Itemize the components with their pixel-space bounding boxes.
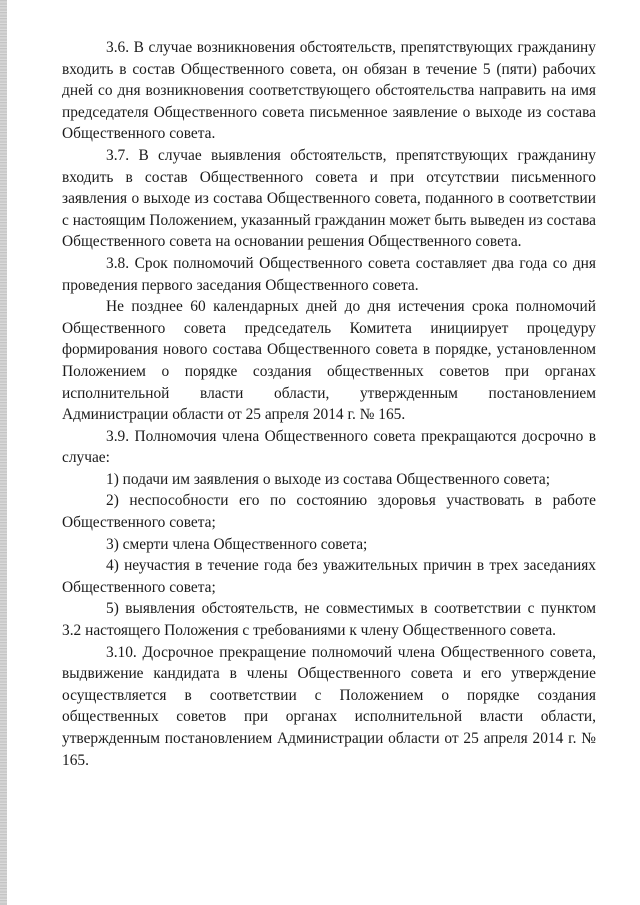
list-item-2: 2) неспособности его по состоянию здоровья участвовать в работе Общественного совета; bbox=[62, 492, 596, 532]
paragraph-3-9: 3.9. Полномочия члена Общественного совета прекращаются досрочно в случае: bbox=[62, 427, 596, 467]
list-item-5: 5) выявления обстоятельств, не совместимых в соответствии с пунктом 3.2 настоящего Положения с требованиями к члену Общественного совета. bbox=[62, 600, 596, 640]
paragraph-3-8: 3.8. Срок полномочий Общественного совета составляет два года со дня проведения первого заседания Общественного совета. bbox=[62, 254, 596, 294]
list-item-4: 4) неучастия в течение года без уважительных причин в трех заседаниях Общественного совета; bbox=[62, 557, 596, 596]
paragraph-3-7: 3.7. В случае выявления обстоятельств, препятствующих гражданину входить в состав Общественного совета и при отсутствии письменного заявления о выходе из состава Общественного совета, поданного в соответствии с настоящим Положением, указанный гражданин может быть выведен из состава Общественного совета на основании решения Общественного совета. bbox=[62, 146, 596, 251]
document-page bbox=[62, 37, 596, 771]
list-item-3: 3) смерти члена Общественного совета; bbox=[106, 535, 368, 553]
scan-edge bbox=[0, 0, 7, 905]
paragraph-3-10: 3.10. Досрочное прекращение полномочий члена Общественного совета, выдвижение кандидата в члены Общественного совета и его утверждение осуществляется в соответствии с Положением о порядке создания общественных советов при органах исполнительной власти области, утвержденным постановлением Администрации области от 25 апреля 2014 г. № 165. bbox=[62, 643, 596, 769]
list-item-1: 1) подачи им заявления о выходе из состава Общественного совета; bbox=[106, 470, 550, 488]
paragraph-3-6: 3.6. В случае возникновения обстоятельств, препятствующих гражданину входить в состав Общественного совета, он обязан в течение 5 (пяти) рабочих дней со дня возникновения соответствующего обстоятельства направить на имя председателя Общественного совета письменное заявление о выходе из состава Общественного совета. bbox=[62, 39, 596, 143]
paragraph-3-8-continued: Не позднее 60 календарных дней до дня истечения срока полномочий Общественного совета председатель Комитета инициирует процедуру формирования нового состава Общественного совета в порядке, установленном Положением о порядке создания общественных советов при органах исполнительной власти области, утвержденным постановлением Администрации области от 25 апреля 2014 г. № 165. bbox=[62, 298, 596, 424]
